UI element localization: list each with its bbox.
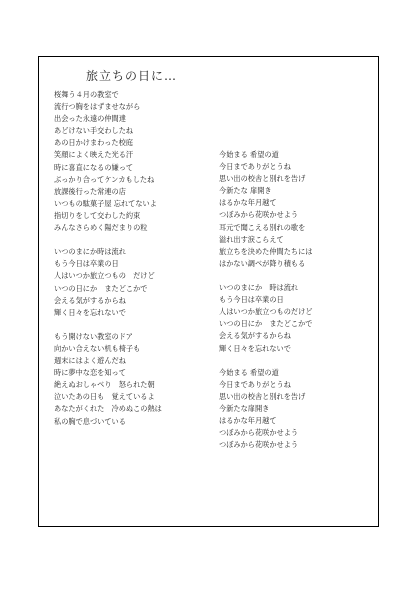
lyric-line: 今日までありがとうね xyxy=(219,379,291,389)
lyric-line: 流行つ胸をはずませながら xyxy=(54,102,141,112)
lyric-line: 人はいつか旅立つもの だけど xyxy=(54,271,155,281)
lyric-line: はかない調べが降り積もる xyxy=(219,258,306,268)
lyric-line: はるかな年月越て xyxy=(219,416,277,426)
lyric-line: いつのまにか時は流れ xyxy=(54,247,126,257)
lyric-line: いつのまにか 時は流れ xyxy=(219,283,299,293)
lyric-line: 輝く日々を忘れないで xyxy=(219,343,291,353)
lyric-line: 桜舞う４月の教室で xyxy=(54,90,119,99)
lyric-line: 泣いたあの日も 覚えているよ xyxy=(54,392,155,402)
lyric-line: 思い出の校舎と別れを告げ xyxy=(219,174,306,184)
lyric-line: 人はいつか旅立つものだけど xyxy=(219,307,313,317)
lyric-line: もう今日は卒業の日 xyxy=(219,295,284,305)
lyric-line: 私の胸で息づいている xyxy=(54,416,126,426)
lyric-line: 時に夢中な恋を知って xyxy=(54,368,126,378)
lyric-line: 思い出の校舎と別れを告げ xyxy=(219,391,306,401)
lyric-line: 会える気がするからね xyxy=(219,331,291,341)
lyric-line: つぼみから花咲かせよう xyxy=(219,210,299,220)
lyric-line: 旅立ちを決めた仲間たちには xyxy=(219,246,313,256)
lyric-line: 耳元で聞こえる別れの歌を xyxy=(219,222,306,232)
document-title: 旅立ちの日に… xyxy=(86,69,178,83)
lyrics-left-column xyxy=(54,89,214,428)
lyric-line: 指切りをして交わした約束 xyxy=(54,210,141,220)
lyric-line: つぼみから花咲かせよう xyxy=(219,428,299,438)
lyric-line: 笑顔によく映えた光る汗 xyxy=(54,150,134,160)
lyric-line: 時に喜直になるの嫌って xyxy=(54,162,134,172)
lyric-line: 放課後行った常連の店 xyxy=(54,186,126,196)
lyric-line: もう今日は卒業の日 xyxy=(54,259,119,269)
lyric-line: 今始まる 希望の道 xyxy=(219,150,279,159)
lyric-line: 溢れ出す涙こらえて xyxy=(219,234,284,244)
lyric-line: いつの日にか またどこかで xyxy=(219,319,313,329)
lyric-line: いつもの駄菓子屋 忘れてないよ xyxy=(54,198,157,208)
lyric-line: 向かい合えない机も椅子も xyxy=(54,343,141,353)
lyric-line xyxy=(54,319,214,331)
lyric-line: 週末にはよく遊んだね xyxy=(54,356,126,366)
lyrics-right-column xyxy=(219,149,379,451)
lyric-line: 今新たな 扉開き xyxy=(219,186,272,196)
lyric-line: 輝く日々を忘れないで xyxy=(54,307,126,317)
lyric-line: 今日までありがとうね xyxy=(219,162,291,172)
lyric-line: 今新たな扉開き xyxy=(219,403,270,413)
lyric-line: 出会った永遠の仲間達 xyxy=(54,114,126,124)
lyric-line xyxy=(219,355,379,367)
lyric-line: あの日かけまわった校庭 xyxy=(54,138,133,148)
lyric-line: ぶっかり合ってケンカもしたね xyxy=(54,174,155,184)
lyric-line: いつの日にか またどこかで xyxy=(54,283,148,293)
lyric-line: 絶えぬおしゃべり 怒られた朝 xyxy=(54,380,155,390)
lyric-line: みんなさらめく陽だまりの粒 xyxy=(54,223,148,233)
lyric-line xyxy=(219,270,379,282)
lyric-line: 今始まる 希望の道 xyxy=(219,367,279,377)
lyric-line: もう開けない教室のドア xyxy=(54,331,133,341)
lyric-line: あどけない手交わしたね xyxy=(54,126,134,136)
lyric-line: あなたがくれた 冷めぬこの熱は xyxy=(54,404,162,414)
lyric-line: はるかな年月越て xyxy=(219,198,277,208)
lyric-line: つぼみから花咲かせよう xyxy=(219,440,299,450)
lyric-line xyxy=(54,234,214,246)
lyric-line: 会える気がするからね xyxy=(54,295,126,305)
